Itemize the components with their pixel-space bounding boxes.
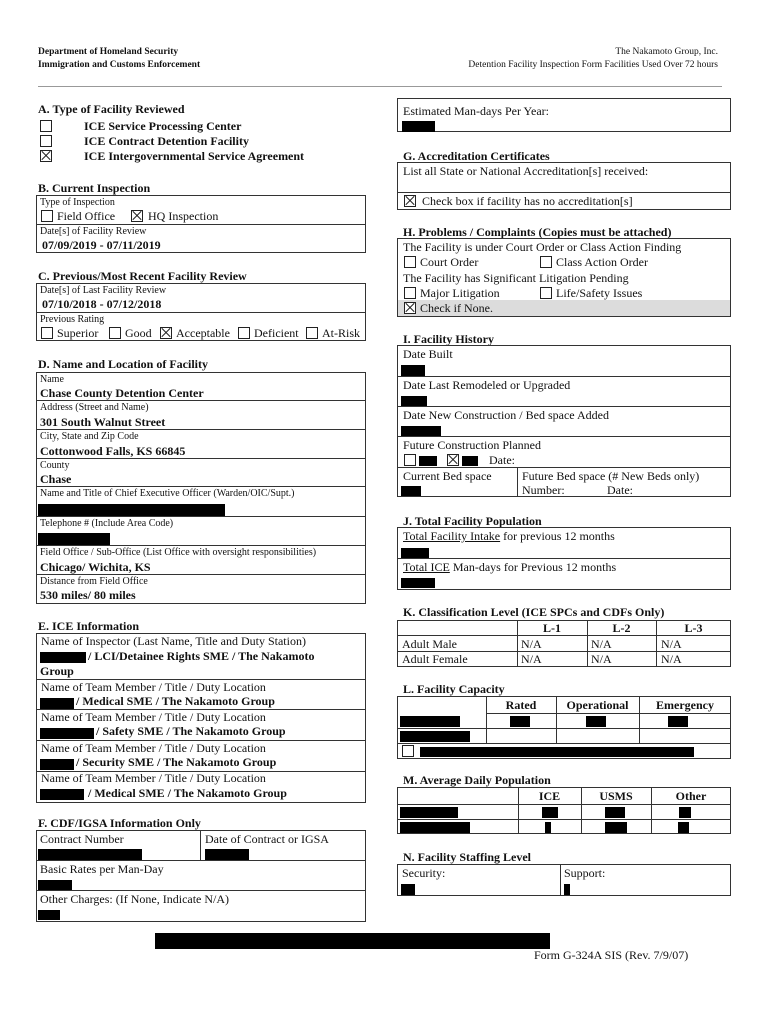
no-accreditation-checkbox[interactable]: [404, 195, 416, 207]
section-e-title: E. ICE Information: [38, 619, 140, 633]
col-ice: ICE: [538, 789, 561, 803]
divider: [397, 436, 731, 437]
team-member-3-value: / Security SME / The Nakamoto Group: [76, 755, 277, 769]
rating-deficient-checkbox[interactable]: [238, 327, 250, 339]
major-litigation-checkbox[interactable]: [404, 287, 416, 299]
ice-mandays-label-underlined: Total ICE: [403, 560, 450, 574]
section-b-title: B. Current Inspection: [38, 181, 151, 195]
future-yes-redaction: [462, 456, 478, 466]
future-construction-yes-checkbox[interactable]: [447, 454, 459, 466]
section-f-title: F. CDF/IGSA Information Only: [38, 816, 201, 830]
ice-mandays-label: [403, 560, 616, 575]
support-redaction: [564, 884, 570, 895]
class-action-label: Class Action Order: [556, 255, 648, 269]
cdf-checkbox[interactable]: [40, 135, 52, 147]
no-problems-label: Check if None.: [420, 301, 493, 315]
adult-female-label: Adult Female: [402, 652, 468, 666]
future-bed-label: Future Bed space (# New Beds only): [522, 469, 700, 483]
rating-good-checkbox[interactable]: [109, 327, 121, 339]
address-value: 301 South Walnut Street: [40, 415, 166, 429]
spc-checkbox[interactable]: [40, 120, 52, 132]
divider: [397, 376, 731, 377]
section-j-title: J. Total Facility Population: [403, 514, 542, 528]
ceo-redaction: [38, 504, 225, 516]
rating-acceptable-label: Acceptable: [176, 326, 230, 340]
team-member-2-label: Name of Team Member / Title / Duty Location: [41, 710, 266, 724]
adp-row1-usms-redaction: [605, 807, 625, 818]
previous-rating-label: Previous Rating: [40, 314, 105, 325]
city-label: City, State and Zip Code: [40, 431, 139, 442]
divider: [560, 864, 561, 896]
accreditation-list-label: List all State or National Accreditation[s] received:: [403, 164, 649, 178]
field-office-value: Chicago/ Wichita, KS: [40, 560, 151, 574]
agency-subname: Immigration and Customs Enforcement: [38, 60, 201, 70]
intake-label-underlined: Total Facility Intake: [403, 529, 501, 543]
divider: [397, 558, 731, 559]
divider: [36, 458, 366, 459]
inspector-label: Name of Inspector (Last Name, Title and Duty Station): [41, 634, 306, 648]
rating-deficient-label: Deficient: [254, 326, 299, 340]
basic-rates-label: Basic Rates per Man-Day: [40, 862, 164, 876]
divider: [397, 804, 731, 805]
rating-superior-checkbox[interactable]: [41, 327, 53, 339]
court-order-checkbox[interactable]: [404, 256, 416, 268]
contract-number-label: Contract Number: [40, 832, 124, 846]
footer-redaction: [155, 933, 550, 949]
other-charges-label: Other Charges: (If None, Indicate N/A): [40, 892, 230, 906]
adult-male-l3: N/A: [661, 637, 682, 651]
team-member-4-label: Name of Team Member / Title / Duty Location: [41, 771, 266, 785]
county-label: County: [40, 460, 70, 471]
adult-female-l3: N/A: [661, 652, 682, 666]
capacity-rated-redaction: [510, 716, 530, 727]
intake-redaction: [401, 548, 429, 558]
litigation-line: The Facility has Significant Litigation Pending: [403, 271, 629, 285]
current-bed-redaction: [401, 486, 421, 496]
court-order-line: The Facility is under Court Order or Class Action Finding: [403, 240, 682, 254]
court-order-label: Court Order: [420, 255, 479, 269]
divider: [36, 860, 366, 861]
no-accreditation-label: Check box if facility has no accreditation[s]: [422, 194, 633, 208]
adp-row1-label-redaction: [400, 807, 458, 818]
telephone-label: Telephone # (Include Area Code): [40, 518, 174, 529]
support-label: Support:: [564, 866, 606, 880]
adult-female-l2: N/A: [591, 652, 612, 666]
contract-date-label: Date of Contract or IGSA: [205, 832, 329, 846]
section-i-title: I. Facility History: [403, 332, 494, 346]
county-value: Chase: [40, 472, 72, 486]
remodeled-label: Date Last Remodeled or Upgraded: [403, 378, 571, 392]
man-days-redaction: [402, 121, 435, 132]
remodeled-redaction: [401, 396, 427, 406]
team-member-2-value: / Safety SME / The Nakamoto Group: [96, 724, 286, 738]
divider: [397, 728, 731, 729]
future-construction-no-checkbox[interactable]: [404, 454, 416, 466]
divider: [200, 830, 201, 861]
col-other: Other: [675, 789, 707, 803]
agency-name: Department of Homeland Security: [38, 47, 179, 57]
hq-inspection-checkbox[interactable]: [131, 210, 143, 222]
rating-atrisk-label: At-Risk: [322, 326, 361, 340]
capacity-operational-redaction: [586, 716, 606, 727]
capacity-checkbox[interactable]: [402, 745, 414, 757]
adp-row2-label-redaction: [400, 822, 470, 833]
hq-inspection-label: HQ Inspection: [148, 209, 219, 223]
team-member-1-value: / Medical SME / The Nakamoto Group: [76, 694, 275, 708]
address-label: Address (Street and Name): [40, 402, 149, 413]
rating-acceptable-checkbox[interactable]: [160, 327, 172, 339]
col-l1: L-1: [543, 621, 561, 635]
col-rated: Rated: [505, 698, 537, 712]
col-l2: L-2: [612, 621, 631, 635]
rating-superior-label: Superior: [57, 326, 99, 340]
last-review-dates-value: 07/10/2018 - 07/12/2018: [42, 297, 162, 311]
divider: [36, 429, 366, 430]
team-member-4-value: / Medical SME / The Nakamoto Group: [88, 786, 287, 800]
team-member-2-redaction: [40, 728, 94, 739]
adult-female-l1: N/A: [521, 652, 542, 666]
divider: [397, 743, 731, 744]
inspector-name-redaction: [40, 652, 86, 663]
inspection-type-label: Type of Inspection: [40, 197, 115, 208]
adult-male-l2: N/A: [591, 637, 612, 651]
team-member-3-redaction: [40, 759, 74, 770]
current-bed-label: Current Bed space: [403, 469, 492, 483]
contract-date-redaction: [205, 849, 249, 860]
divider: [517, 467, 518, 497]
field-office-label: Field Office: [57, 209, 116, 223]
adp-row2-other-redaction: [678, 822, 689, 833]
section-m-title: M. Average Daily Population: [403, 773, 551, 787]
form-number: Form G-324A SIS (Rev. 7/9/07): [534, 948, 689, 962]
rating-good-label: Good: [125, 326, 152, 340]
header-rule: [38, 86, 722, 87]
date-built-label: Date Built: [403, 347, 453, 361]
divider: [36, 545, 366, 546]
col-usms: USMS: [599, 789, 633, 803]
team-member-1-redaction: [40, 698, 74, 709]
adp-row2-usms-redaction: [605, 822, 627, 833]
divider: [486, 713, 731, 714]
header-right: [468, 46, 718, 72]
intake-label-rest: for previous 12 months: [500, 529, 615, 543]
spc-label: ICE Service Processing Center: [84, 119, 242, 133]
new-construction-redaction: [401, 426, 441, 436]
divider: [397, 406, 731, 407]
facility-name-value: Chase County Detention Center: [40, 386, 204, 400]
future-bed-number-label: Number:: [522, 483, 565, 497]
team-member-1-label: Name of Team Member / Title / Duty Location: [41, 680, 266, 694]
inspector-title-cont: Group: [40, 664, 74, 678]
section-l-title: L. Facility Capacity: [403, 682, 505, 696]
ice-mandays-redaction: [401, 578, 435, 588]
divider: [397, 819, 731, 820]
city-value: Cottonwood Falls, KS 66845: [40, 444, 186, 458]
divider: [397, 467, 731, 468]
inspector-title: / LCI/Detainee Rights SME / The Nakamoto: [88, 649, 315, 663]
man-days-label: Estimated Man-days Per Year:: [403, 104, 549, 118]
review-dates-value: 07/09/2019 - 07/11/2019: [42, 238, 161, 252]
igsa-checkbox[interactable]: [40, 150, 52, 162]
life-safety-checkbox[interactable]: [540, 287, 552, 299]
rating-atrisk-checkbox[interactable]: [306, 327, 318, 339]
section-n-title: N. Facility Staffing Level: [403, 850, 531, 864]
last-review-dates-label: Date[s] of Last Facility Review: [40, 285, 167, 296]
section-h-title: H. Problems / Complaints (Copies must be attached): [403, 225, 672, 239]
cdf-label: ICE Contract Detention Facility: [84, 134, 249, 148]
divider: [36, 890, 366, 891]
company-name: The Nakamoto Group, Inc.: [615, 47, 718, 57]
divider: [36, 224, 366, 225]
divider: [36, 516, 366, 517]
section-k-title: K. Classification Level (ICE SPCs and CDFs Only): [403, 605, 665, 619]
section-c-title: C. Previous/Most Recent Facility Review: [38, 269, 247, 283]
col-emergency: Emergency: [656, 698, 714, 712]
distance-label: Distance from Field Office: [40, 576, 148, 587]
future-date-label: Date:: [489, 453, 515, 467]
divider: [36, 574, 366, 575]
no-problems-checkbox[interactable]: [404, 302, 416, 314]
capacity-row2-label-redaction: [400, 731, 470, 742]
igsa-label: ICE Intergovernmental Service Agreement: [84, 149, 305, 163]
class-action-checkbox[interactable]: [540, 256, 552, 268]
future-bed-date-label: Date:: [607, 483, 633, 497]
ice-mandays-label-rest: Man-days for Previous 12 months: [449, 560, 617, 574]
team-member-4-redaction: [40, 789, 84, 800]
adult-male-label: Adult Male: [402, 637, 457, 651]
divider: [397, 192, 731, 193]
header-left: [38, 46, 200, 72]
divider: [36, 400, 366, 401]
future-no-redaction: [419, 456, 437, 466]
basic-rates-redaction: [38, 880, 72, 890]
intake-label: [403, 529, 615, 544]
facility-name-label: Name: [40, 374, 64, 385]
field-office-checkbox[interactable]: [41, 210, 53, 222]
life-safety-label: Life/Safety Issues: [556, 286, 643, 300]
adp-row1-ice-redaction: [542, 807, 558, 818]
col-l3: L-3: [684, 621, 703, 635]
adult-male-l1: N/A: [521, 637, 542, 651]
field-office-label-d: Field Office / Sub-Office (List Office with oversight responsibilities): [40, 547, 317, 558]
col-operational: Operational: [566, 698, 629, 712]
adp-row2-ice-redaction: [545, 822, 551, 833]
section-d-title: D. Name and Location of Facility: [38, 357, 208, 371]
section-g-title: G. Accreditation Certificates: [403, 149, 550, 163]
adp-row1-other-redaction: [679, 807, 691, 818]
other-charges-redaction: [38, 910, 60, 920]
divider: [36, 486, 366, 487]
capacity-row3-redaction: [420, 747, 694, 757]
date-built-redaction: [401, 365, 425, 376]
team-member-3-label: Name of Team Member / Title / Duty Location: [41, 741, 266, 755]
review-dates-label: Date[s] of Facility Review: [40, 226, 147, 237]
form-title: Detention Facility Inspection Form Facilities Used Over 72 hours: [468, 60, 718, 70]
contract-number-redaction: [38, 849, 142, 860]
distance-value: 530 miles/ 80 miles: [40, 588, 136, 602]
security-redaction: [401, 884, 415, 895]
divider: [36, 312, 366, 313]
ceo-label: Name and Title of Chief Executive Officer (Warden/OIC/Supt.): [40, 488, 295, 499]
section-a-title: A. Type of Facility Reviewed: [38, 102, 185, 116]
capacity-emergency-redaction: [668, 716, 688, 727]
major-litigation-label: Major Litigation: [420, 286, 500, 300]
telephone-redaction: [38, 533, 110, 545]
capacity-row1-label-redaction: [400, 716, 460, 727]
new-construction-label: Date New Construction / Bed space Added: [403, 408, 609, 422]
security-label: Security:: [402, 866, 446, 880]
future-construction-label: Future Construction Planned: [403, 438, 541, 452]
